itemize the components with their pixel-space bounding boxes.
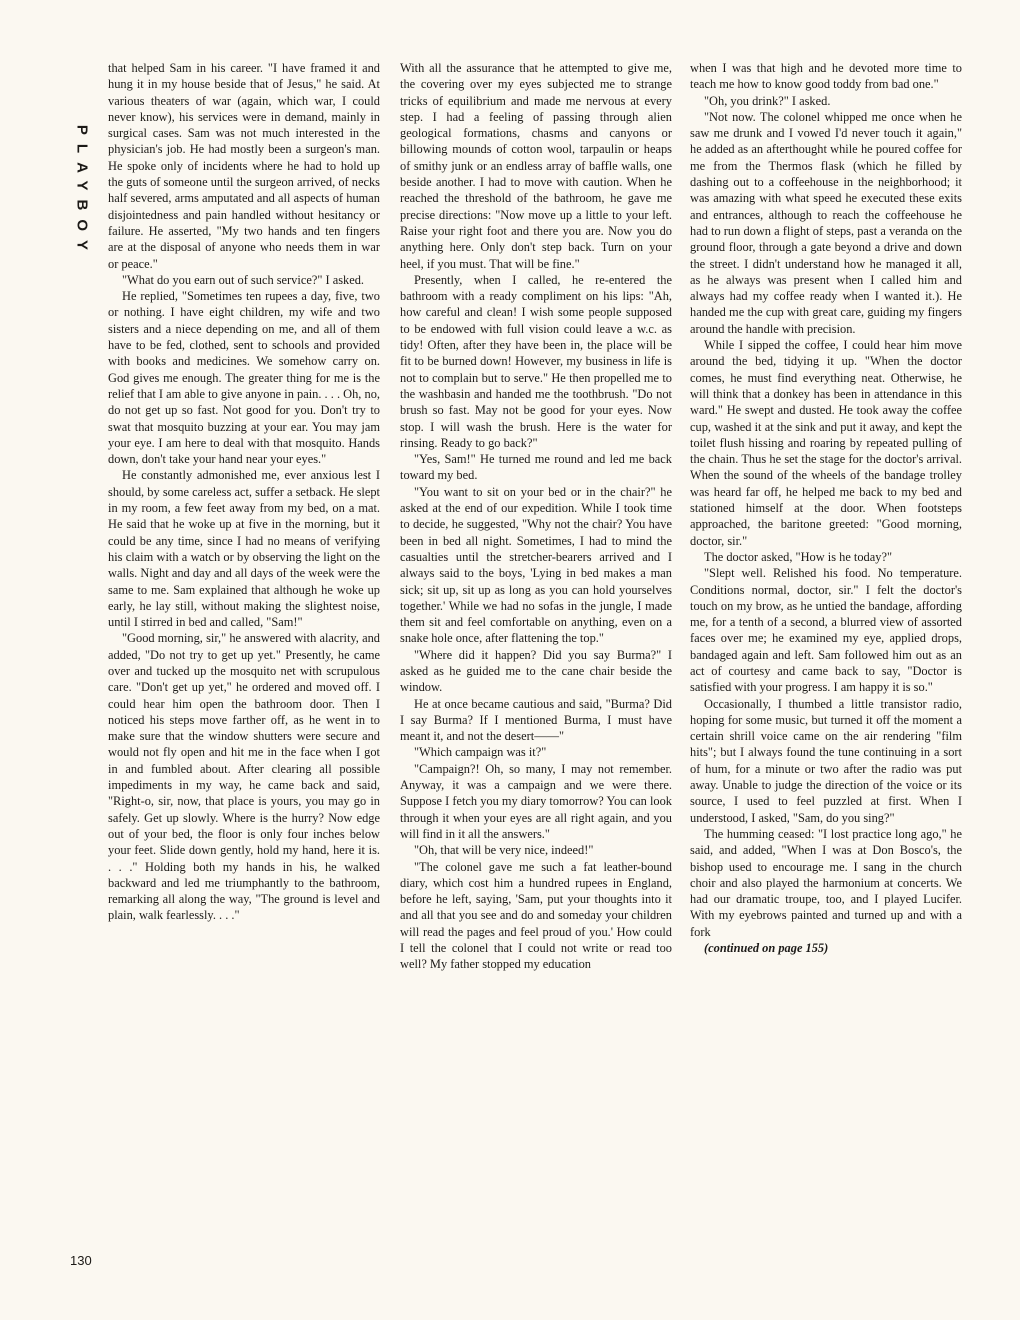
paragraph: "The colonel gave me such a fat leather-bound diary, which cost him a hundred rupees in England, before he left, saying, 'Sam, put your thoughts into it and all that you see and do and someday your children will read the pages and feel proud of you.' How could I tell the colonel that I could not write or read too well? My father stopped my education [400, 859, 672, 972]
paragraph: "Campaign?! Oh, so many, I may not remember. Anyway, it was a campaign and we were there. Suppose I fetch you my diary tomorrow? You can look through it when your eyes are all right again, and you will find in it all the answers." [400, 761, 672, 841]
paragraph: "Good morning, sir," he answered with alacrity, and added, "Do not try to get up yet." Presently, he came over and tucked up the mosquito net with scrupulous care. "Don't get up yet," he ordered and moved off. I could hear him open the bathroom door. Then I noticed his steps move farther off, as he went in to make sure that the window shutters were secure and would not fly open and hit me in the face when I got in and fumbled about. After clearing all possible impediments in my way, he came back and said, "Right-o, sir, now, that place is yours, you may go in safely. Get up slowly. Where is the hurry? Now edge out of your bed, the floor is only four inches below your feet. Slide down gently, hold my hand, here it is. . . ." Holding both my hands in his, he walked backward and led me triumphantly to the bathroom, remarking all along the way, "The ground is level and plain, walk fearlessly. . . ." [108, 631, 380, 923]
paragraph: He at once became cautious and said, "Burma? Did I say Burma? If I mentioned Burma, I must have meant it, and not the desert——" [400, 696, 672, 744]
continued-note: (continued on page 155) [704, 941, 829, 956]
paragraph: The humming ceased: "I lost practice long ago," he said, and added, "When I was at Don Bosco's, the bishop used to encourage me. I sang in the church choir and also played the harmonium at concerts. We had our dramatic troupe, too, and I played Lucifer. With my eyebrows painted and turned up and with a fork [690, 826, 962, 939]
paragraph: He constantly admonished me, ever anxious lest I should, by some careless act, suffer a setback. He slept in my room, a few feet away from my bed, on a mat. He said that he woke up at five in the morning, but it could be any time, since I had no means of verifying his claim with a watch or by observing the light on the walls. Night and day and all days of the week were the same to me. Sam explained that although he woke up early, he lay still, without making the slightest noise, until I stirred in bed and called, "Sam!" [108, 468, 380, 630]
paragraph: "Oh, you drink?" I asked. [704, 93, 831, 108]
magazine-logo [62, 62, 102, 322]
paragraph: While I sipped the coffee, I could hear him move around the bed, tidying it up. "When the doctor comes, he must find everything neat. Otherwise, he will think that a donkey has been in attendance in this ward." He swept and dusted. He took away the coffee cup, washed it at the sink and put it away, and kept the toilet flush hissing and roaring by repeated pulling of the chain. Thus he set the stage for the doctor's arrival. When the sound of the wheels of the bandage trolley was heard far off, he helped me back to my bed and stationed himself at the door. When footsteps approached, the baritone greeted: "Good morning, doctor, sir." [690, 338, 962, 548]
paragraph: "Slept well. Relished his food. No temperature. Conditions normal, doctor, sir." I felt the doctor's touch on my brow, as he untied the bandage, affording me, for a tenth of a second, a blurred view of assorted faces over me; he examined my eye, applied drops, bandaged again and left. Sam followed him out as an act of courtesy and came back to say, "Doctor is satisfied with your progress. I am happy it is so." [690, 566, 962, 695]
paragraph: The doctor asked, "How is he today?" [704, 549, 893, 564]
paragraph: He replied, "Sometimes ten rupees a day, five, two or nothing. I have eight children, my wife and two sisters and a niece depending on me, and all of them have to be fed, clothed, sent to schools and provided with books and medicines. We somehow carry on. God gives me enough. The greater thing for me is the relief that I am able to give anyone in pain. . . . Oh, no, do not get up so fast. Not good for you. Don't try to swat that mosquito buzzing at your ear. You may jam your eye. I am here to deal with that mosquito. Hands down, don't take your hand near your eyes." [108, 289, 380, 467]
paragraph: "You want to sit on your bed or in the chair?" he asked at the end of our expedition. While I took time to decide, he suggested, "Why not the chair? You have been in bed all night. Sometimes, I had to mind the casualties until the stretcher-bearers arrived and I always said to the boys, 'Lying in bed makes a man sick; sit up, sit up as long as you can hold yourselves together.' While we had no sofas in the jungle, I made them sit and feel comfortable on anything, even on a snake hole once, after flattening the top." [400, 484, 672, 646]
paragraph: "What do you earn out of such service?" I asked. [122, 272, 365, 287]
paragraph: With all the assurance that he attempted to give me, the covering over my eyes subjected me to strange tricks of equilibrium and made me nervous at every step. I had a feeling of passing through alien geological formations, chasms and canyons or billowing mounds of cotton wool, tarpaulin or heaps of smithy junk or an endless array of baffle walls, one beside another. I had to move with caution. When he reached the threshold of the bathroom, he gave me precise directions: "Now move up a little to your left. Raise your right foot and there you are. Now you do anything here. Only don't step back. Turn on your heel, if you must. That will be fine." [400, 61, 672, 271]
text-column-3 [690, 60, 962, 956]
text-column-1 [108, 60, 380, 924]
paragraph: Presently, when I called, he re-entered the bathroom with a ready compliment on his lips: "Ah, how careful and clean! I wish some people supposed to be endowed with full vision could leave a w.c. as tidy! Often, after they have been in, the place will be fit to be burned down! However, my business in life is not to complain but to serve." He then propelled me to the washbasin and handed me the toothbrush. "Do not brush so fast. May not be good for your eyes. Now stop. I will wash the brush. Here is the water for rinsing. Ready to go back?" [400, 272, 672, 450]
page-number: 130 [70, 1253, 92, 1268]
paragraph: that helped Sam in his career. "I have framed it and hung it in my house beside that of Jesus," he said. At various theaters of war (again, which war, I could never know), his services were in demand, mainly in surgical cases. Sam was not much interested in the physician's job. He had mostly been a surgeon's man. He spoke only of incidents where he had to hold up the guts of someone until the surgeon arrived, of necks half severed, arms amputated and all aspects of human disjointedness and pain handled without hesitancy or failure. He asserted, "My two hands and ten fingers are at the disposal of anyone who needs them in war or peace." [108, 61, 380, 271]
paragraph: "Yes, Sam!" He turned me round and led me back toward my bed. [400, 452, 672, 483]
column-3-paragraphs [690, 60, 962, 940]
paragraph: "Not now. The colonel whipped me once when he saw me drunk and I vowed I'd never touch it again," he added as an afterthought while he poured coffee for me from the Thermos flask (which he filled by dashing out to a coffeehouse in the neighborhood; it was amazing with what speed he executed these exits and entrances, although to reach the coffeehouse he had to run down a flight of steps, past a veranda on the ground floor, through a gate beyond a drive and down the street. I didn't understand how he managed it all, as he always was present when I called him and always had my coffee ready when I wanted it.). He handed me the cup with great care, guiding my fingers around the handle with precision. [690, 109, 962, 336]
text-column-2 [400, 60, 672, 973]
paragraph: "Where did it happen? Did you say Burma?" I asked as he guided me to the cane chair beside the window. [400, 647, 672, 695]
paragraph: Occasionally, I thumbed a little transistor radio, hoping for some music, but turned it off the moment a certain shrill voice came on the air rendering "film hits"; but I always found the tune continuing in a sort of hum, for a minute or two after the radio was put away. Unable to judge the direction of the voice or its source, I used to feel puzzled at first. When I understood, I asked, "Sam, do you sing?" [690, 696, 962, 825]
magazine-name: PLAYBOY [73, 124, 91, 260]
paragraph: "Oh, that will be very nice, indeed!" [414, 843, 594, 858]
paragraph: "Which campaign was it?" [414, 745, 547, 760]
paragraph: when I was that high and he devoted more time to teach me how to know good toddy from bad one." [690, 61, 962, 92]
